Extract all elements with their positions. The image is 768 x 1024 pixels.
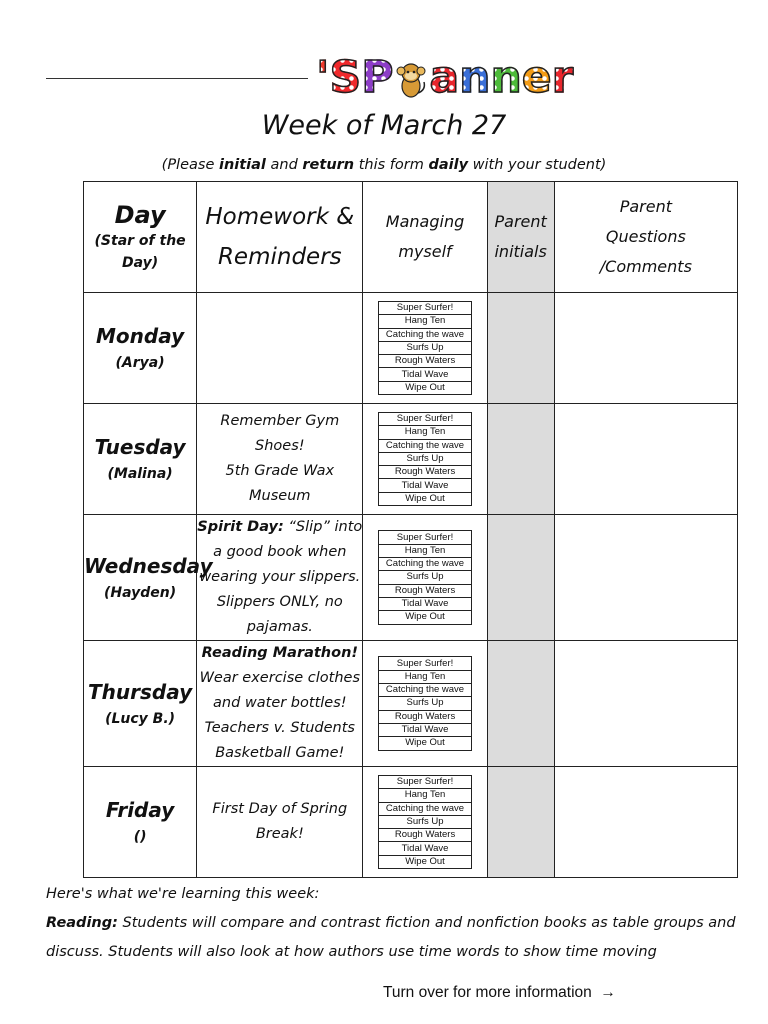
star-of-day: () (133, 829, 147, 845)
day-cell (84, 404, 197, 515)
behavior-level[interactable]: Super Surfer! (379, 657, 472, 670)
student-name-line[interactable] (46, 78, 308, 79)
turn-over-text: Turn over for more information (383, 984, 592, 1001)
day-row (84, 515, 738, 641)
homework-cell (197, 404, 363, 515)
behavior-level[interactable]: Catching the wave (379, 558, 472, 571)
homework-item-label: Reading Marathon! (201, 645, 359, 661)
day-name: Tuesday (94, 435, 186, 459)
parent-comments-cell[interactable] (554, 293, 737, 404)
behavior-level[interactable]: Hang Ten (379, 670, 472, 683)
parent-initials-cell[interactable] (487, 404, 554, 515)
behavior-level[interactable]: Rough Waters (379, 355, 472, 368)
header-homework: Homework & Reminders (197, 182, 363, 293)
reading-text: Students will compare and contrast fiction and nonfiction books as table groups and discuss. Students will also look at how authors use time words to show time moving (46, 915, 736, 960)
parent-comments-cell[interactable] (554, 641, 737, 767)
behavior-level[interactable]: Catching the wave (379, 802, 472, 815)
behavior-level[interactable]: Tidal Wave (379, 368, 472, 381)
homework-item-text: Remember Gym Shoes! (220, 413, 340, 454)
behavior-level[interactable]: Catching the wave (379, 684, 472, 697)
day-cell (84, 641, 197, 767)
logo-letter: n (459, 52, 491, 103)
weekly-planner-table (83, 181, 738, 878)
turn-over-note (383, 984, 616, 1002)
homework-cell (197, 641, 363, 767)
header-managing: Managing myself (363, 182, 487, 293)
day-name: Friday (105, 798, 175, 822)
behavior-level[interactable]: Super Surfer! (379, 412, 472, 425)
parent-initials-cell[interactable] (487, 293, 554, 404)
homework-item-text: Wear exercise clothes and water bottles! (199, 670, 360, 711)
star-of-day: (Malina) (107, 466, 173, 482)
instructions-text: and (265, 157, 303, 173)
homework-item-text: “Slip” into a good book when wearing your slippers. Slippers ONLY, no pajamas. (199, 519, 363, 635)
day-row (84, 293, 738, 404)
managing-myself-cell (363, 515, 487, 641)
parent-initials-cell[interactable] (487, 515, 554, 641)
parent-comments-cell[interactable] (554, 767, 737, 878)
header-day-title: Day (114, 201, 166, 229)
day-name: Monday (96, 324, 185, 348)
reading-label: Reading: (46, 915, 118, 931)
homework-item-label: Spirit Day: (197, 519, 284, 535)
logo-letter: S (329, 52, 362, 103)
header-parent-comments: Parent Questions /Comments (554, 182, 737, 293)
behavior-level[interactable]: Catching the wave (379, 328, 472, 341)
header-row (84, 182, 738, 293)
behavior-level[interactable]: Surfs Up (379, 341, 472, 354)
instructions-text: this form (354, 157, 429, 173)
day-cell (84, 515, 213, 641)
parent-initials-cell[interactable] (487, 641, 554, 767)
behavior-level[interactable]: Catching the wave (379, 439, 472, 452)
star-of-day: (Hayden) (104, 584, 177, 601)
learning-section (46, 880, 736, 967)
monkey-icon (394, 60, 428, 100)
logo-letter: r (551, 52, 574, 103)
behavior-level[interactable]: Surfs Up (379, 452, 472, 465)
behavior-level[interactable]: Surfs Up (379, 697, 472, 710)
logo-letter: e (521, 52, 552, 103)
day-row (84, 767, 738, 878)
homework-cell (197, 767, 363, 878)
day-row (84, 404, 738, 515)
instructions-text: (Please (161, 157, 219, 173)
behavior-level[interactable]: Rough Waters (379, 584, 472, 597)
behavior-level[interactable]: Tidal Wave (379, 723, 472, 736)
day-name: Thursday (88, 679, 193, 704)
homework-item-text: Teachers v. Students Basketball Game! (204, 720, 355, 761)
behavior-level[interactable]: Wipe Out (379, 492, 472, 505)
day-cell (84, 767, 197, 878)
behavior-chart (378, 775, 472, 869)
homework-item (197, 409, 362, 459)
parent-initials-cell[interactable] (487, 767, 554, 878)
day-name: Wednesday (84, 553, 213, 578)
instructions-bold: return (302, 157, 355, 173)
behavior-chart (378, 656, 472, 750)
logo-letter: n (490, 52, 522, 103)
instructions-text: with your student) (468, 157, 607, 173)
homework-item (197, 716, 362, 766)
day-row (84, 641, 738, 767)
behavior-chart (378, 301, 472, 395)
behavior-level[interactable]: Rough Waters (379, 829, 472, 842)
behavior-chart (378, 412, 472, 506)
header-parent-initials: Parent initials (487, 182, 554, 293)
homework-item-text: 5th Grade Wax Museum (225, 463, 335, 504)
behavior-level[interactable]: Wipe Out (379, 381, 472, 394)
behavior-level[interactable]: Rough Waters (379, 466, 472, 479)
page-title: Week of March 27 (261, 110, 507, 141)
star-of-day: (Arya) (115, 355, 165, 371)
arrow-right-icon: → (600, 984, 616, 1001)
instructions-bold: daily (428, 157, 469, 173)
parent-comments-cell[interactable] (554, 404, 737, 515)
behavior-level[interactable]: Tidal Wave (379, 842, 472, 855)
homework-cell (197, 293, 363, 404)
behavior-level[interactable]: Tidal Wave (379, 597, 472, 610)
instructions (0, 157, 768, 173)
homework-item (197, 515, 362, 640)
behavior-level[interactable]: Wipe Out (379, 855, 472, 868)
logo-letter: P (361, 52, 394, 103)
behavior-chart (378, 530, 472, 624)
behavior-level[interactable]: Hang Ten (379, 544, 472, 557)
star-of-day: (Lucy B.) (105, 710, 176, 727)
homework-item (197, 459, 362, 509)
behavior-level[interactable]: Hang Ten (379, 426, 472, 439)
homework-cell (197, 515, 363, 641)
reading-paragraph (46, 909, 736, 967)
behavior-level[interactable]: Hang Ten (379, 789, 472, 802)
behavior-level[interactable]: Super Surfer! (379, 301, 472, 314)
day-cell (84, 293, 197, 404)
parent-comments-cell[interactable] (554, 515, 737, 641)
instructions-bold: initial (218, 157, 266, 173)
learning-intro: Here's what we're learning this week: (46, 886, 320, 902)
behavior-level[interactable]: Tidal Wave (379, 479, 472, 492)
header-day-subtitle: (Star of the Day) (94, 233, 186, 271)
managing-myself-cell (363, 641, 487, 767)
behavior-level[interactable]: Rough Waters (379, 710, 472, 723)
managing-myself-cell (363, 767, 487, 878)
logo-letter: a (429, 52, 460, 103)
header-day (84, 182, 197, 293)
behavior-level[interactable]: Wipe Out (379, 611, 472, 624)
behavior-level[interactable]: Super Surfer! (379, 531, 472, 544)
behavior-level[interactable]: Hang Ten (379, 315, 472, 328)
managing-myself-cell (363, 293, 487, 404)
behavior-level[interactable]: Surfs Up (379, 815, 472, 828)
behavior-level[interactable]: Wipe Out (379, 737, 472, 750)
logo-letter: ' (316, 52, 330, 103)
managing-myself-cell (363, 404, 487, 515)
homework-item-text: First Day of Spring Break! (212, 801, 348, 842)
homework-item (197, 666, 362, 716)
behavior-level[interactable]: Super Surfer! (379, 775, 472, 788)
homework-item (197, 797, 362, 847)
behavior-level[interactable]: Surfs Up (379, 571, 472, 584)
homework-item (197, 641, 362, 666)
planner-logo (316, 40, 574, 103)
